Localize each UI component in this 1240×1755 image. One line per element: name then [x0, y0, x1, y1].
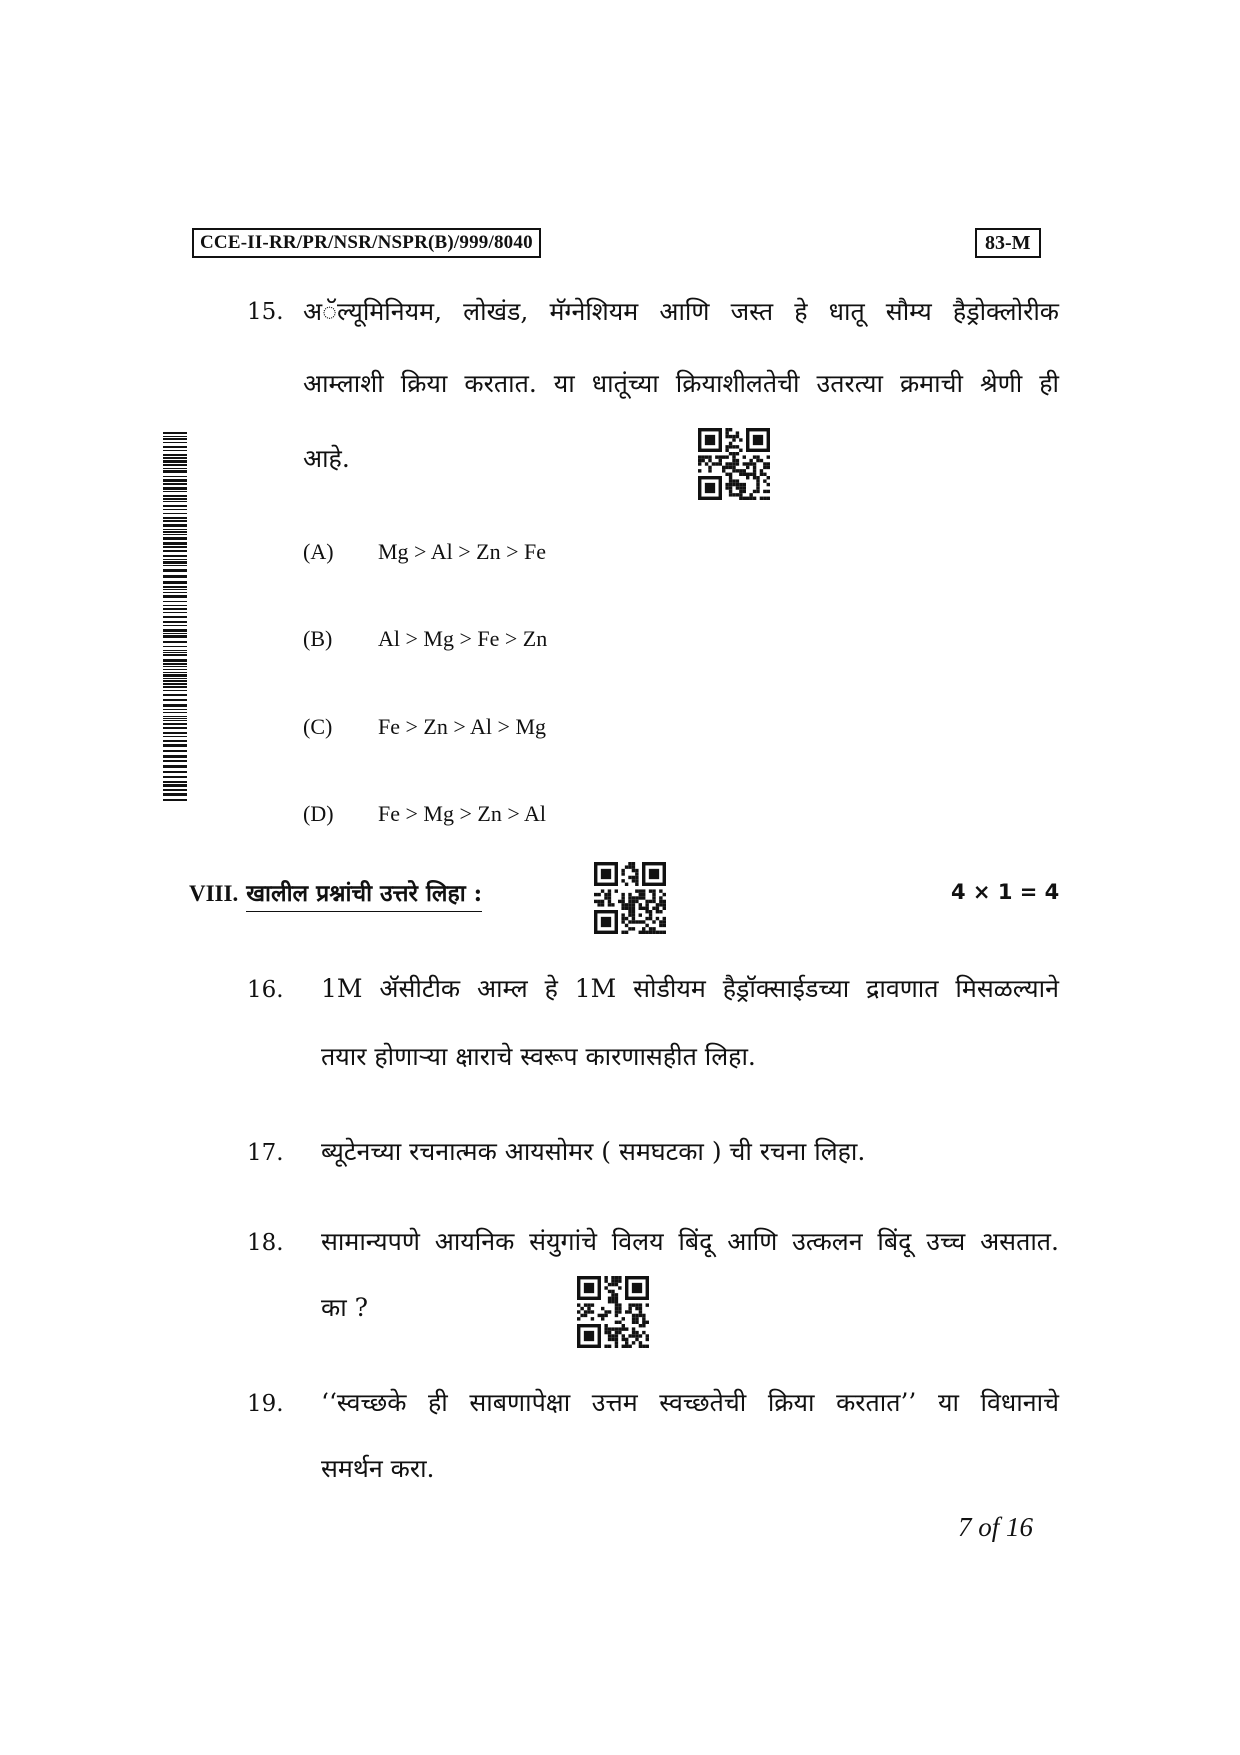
qr-code — [698, 428, 770, 500]
option-label: (D) — [303, 801, 334, 826]
qr-code — [594, 862, 666, 934]
paper-code: CCE-II-RR/PR/NSR/NSPR(B)/999/8040 — [192, 228, 541, 258]
question-text: समर्थन करा. — [321, 1454, 435, 1483]
question-text: ‘‘स्वच्छके ही साबणापेक्षा उत्तम स्वच्छतेची क्रिया करतात’’ या विधानाचे — [321, 1388, 1059, 1417]
section-marks: 4 × 1 = 4 — [951, 880, 1060, 904]
question-number: 18. — [247, 1230, 284, 1256]
question-number: 16. — [247, 977, 284, 1003]
question-text: आहे. — [303, 444, 350, 473]
qr-code — [577, 1276, 649, 1348]
section-title: खालील प्रश्नांची उत्तरे लिहा : — [246, 880, 482, 912]
option-text: Fe > Zn > Al > Mg — [378, 714, 547, 739]
question-text: का ? — [321, 1293, 369, 1322]
question-number: 17. — [247, 1140, 284, 1166]
option-label: (C) — [303, 714, 333, 739]
question-text: आम्लाशी क्रिया करतात. या धातूंच्या क्रियाशीलतेची उतरत्या क्रमाची श्रेणी ही — [303, 369, 1059, 398]
question-number: 19. — [247, 1391, 284, 1417]
question-text: अॅल्यूमिनियम, लोखंड, मॅग्नेशियम आणि जस्त हे धातू सौम्य हैड्रोक्लोरीक — [303, 297, 1059, 326]
paper-id: 83-M — [975, 228, 1041, 258]
option-label: (B) — [303, 626, 333, 651]
section-number: VIII. — [189, 881, 239, 906]
question-number: 15. — [247, 299, 284, 325]
option-text: Fe > Mg > Zn > Al — [378, 801, 547, 826]
option-text: Mg > Al > Zn > Fe — [378, 539, 547, 564]
question-text: ब्यूटेनच्या रचनात्मक आयसोमर ( समघटका ) ची रचना लिहा. — [321, 1137, 866, 1166]
option-text: Al > Mg > Fe > Zn — [378, 626, 548, 651]
page-number: 7 of 16 — [958, 1512, 1034, 1542]
question-text: 1M ॲसीटीक आम्ल हे 1M सोडीयम हैड्रॉक्साईडच्या द्रावणात मिसळल्याने — [321, 974, 1059, 1003]
section-heading — [189, 876, 482, 908]
barcode — [163, 432, 187, 802]
question-text: तयार होणाऱ्या क्षाराचे स्वरूप कारणासहीत लिहा. — [321, 1042, 756, 1071]
question-text: सामान्यपणे आयनिक संयुगांचे विलय बिंदू आणि उत्कलन बिंदू उच्च असतात. — [321, 1227, 1059, 1256]
option-label: (A) — [303, 539, 334, 564]
